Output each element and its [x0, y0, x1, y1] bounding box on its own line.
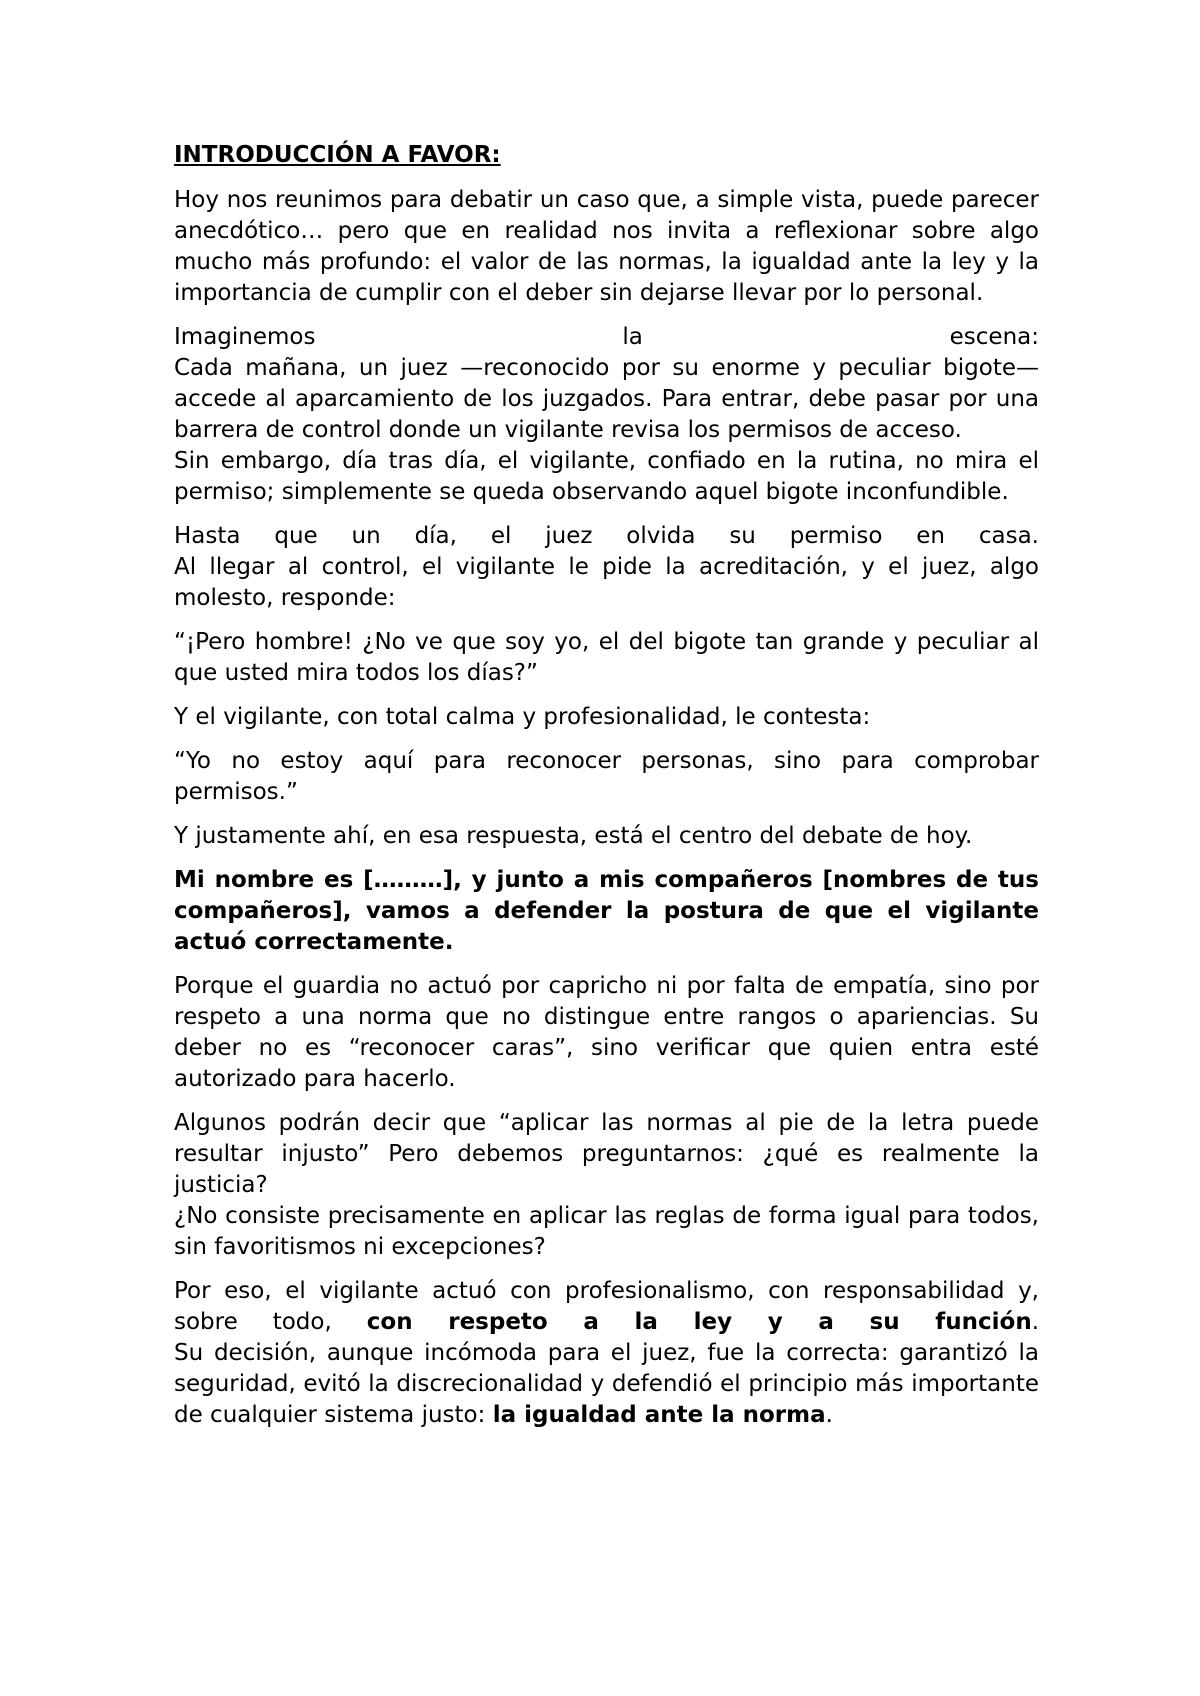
scene-word-2: la	[622, 324, 643, 350]
paragraph-guard-reply-intro: Y el vigilante, con total calma y profesionalidad, le contesta:	[174, 704, 871, 730]
paragraph-judge-quote: “¡Pero hombre! ¿No ve que soy yo, el del bigote tan grande y peculiar al que usted mira todos los días?”	[174, 629, 1039, 686]
paragraph-scene	[174, 322, 1039, 508]
scene-word-3: escena:	[949, 324, 1039, 350]
paragraph-guard-quote: “Yo no estoy aquí para reconocer personas, sino para comprobar permisos.”	[174, 748, 1039, 805]
page-title: INTRODUCCIÓN A FAVOR:	[174, 142, 501, 168]
paragraph-justice-question	[174, 1108, 1039, 1263]
conclusion-bold-equality: la igualdad ante la norma	[492, 1402, 826, 1428]
conclusion-bold-respect: con respeto a la ley y a su función	[366, 1309, 1032, 1335]
scene-first-line	[174, 322, 1039, 353]
conclusion-period-1: .	[1031, 1309, 1040, 1335]
scene-sentence-2: Sin embargo, día tras día, el vigilante, confiado en la rutina, no mira el permiso; simplemente se queda observando aquel bigote inconfundible.	[174, 448, 1039, 505]
forgot-sentence-2: Al llegar al control, el vigilante le pide la acreditación, y el juez, algo molesto, responde:	[174, 554, 1039, 611]
paragraph-team-statement: Mi nombre es [………], y junto a mis compañeros [nombres de tus compañeros], vamos a defender la postura de que el vigilante actuó correctamente.	[174, 867, 1039, 955]
conclusion-sentence-2	[174, 1338, 1039, 1431]
conclusion-text-a: Por eso, el vigilante actuó con profesionalismo, con responsabilidad y, sobre todo,	[174, 1278, 1039, 1335]
justice-sentence-1: Algunos podrán decir que “aplicar las normas al pie de la letra puede resultar injusto” Pero debemos preguntarnos: ¿qué es realmente la justicia?	[174, 1110, 1039, 1198]
conclusion-sentence-1	[174, 1276, 1039, 1338]
paragraph-intro: Hoy nos reunimos para debatir un caso que, a simple vista, puede parecer anecdótico… pero que en realidad nos invita a reflexionar sobre algo mucho más profundo: el valor de las normas, la igualdad ante la ley y la importancia de cumplir con el deber sin dejarse llevar por lo personal.	[174, 187, 1039, 306]
paragraph-forgot-permit	[174, 521, 1039, 614]
paragraph-conclusion	[174, 1276, 1039, 1431]
paragraph-debate-center: Y justamente ahí, en esa respuesta, está el centro del debate de hoy.	[174, 823, 973, 849]
forgot-sentence-1: Hasta que un día, el juez olvida su permiso en casa.	[174, 523, 1039, 549]
scene-sentence-1: Cada mañana, un juez —reconocido por su enorme y peculiar bigote— accede al aparcamiento de los juzgados. Para entrar, debe pasar por una barrera de control donde un vigilante revisa los permisos de acceso.	[174, 355, 1039, 443]
justice-sentence-2: ¿No consiste precisamente en aplicar las reglas de forma igual para todos, sin favoritismos ni excepciones?	[174, 1203, 1039, 1260]
conclusion-text-d: Su decisión, aunque incómoda para el juez, fue la correcta: garantizó la seguridad, evitó la discrecionalidad y defendió el principio más importante de cualquier sistema justo:	[174, 1340, 1039, 1428]
document-page	[174, 140, 1039, 1444]
scene-word-1: Imaginemos	[174, 324, 316, 350]
paragraph-guard-duty: Porque el guardia no actuó por capricho ni por falta de empatía, sino por respeto a una norma que no distingue entre rangos o apariencias. Su deber no es “reconocer caras”, sino verificar que quien entra esté autorizado para hacerlo.	[174, 973, 1039, 1092]
conclusion-period-2: .	[825, 1402, 833, 1428]
